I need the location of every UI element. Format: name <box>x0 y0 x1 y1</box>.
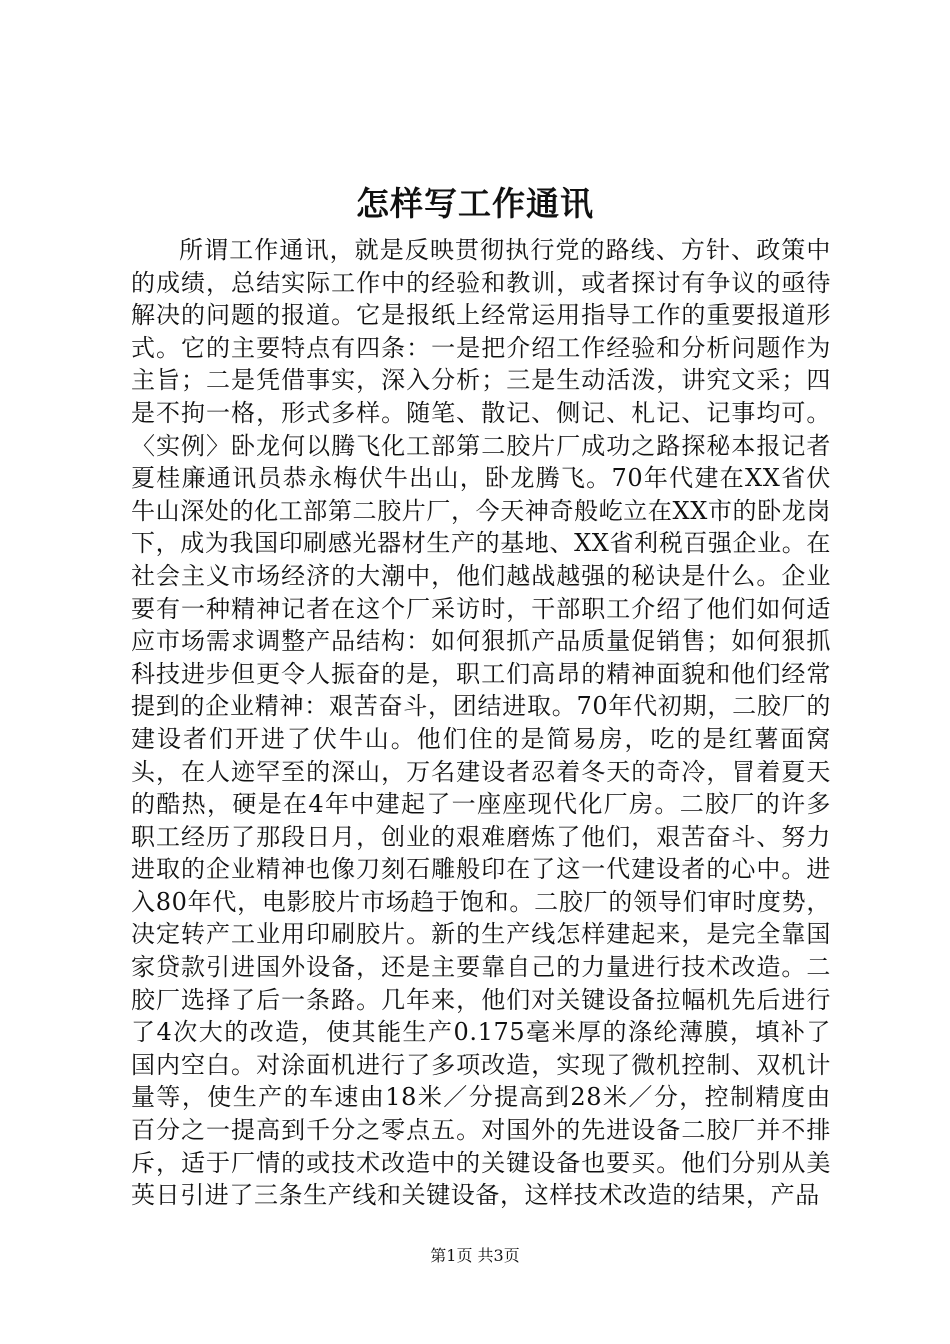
document-title: 怎样写工作通讯 <box>356 184 594 223</box>
page-number-footer: 第1页 共3页 <box>430 1246 520 1265</box>
document-body-paragraph: 所谓工作通讯，就是反映贯彻执行党的路线、方针、政策中的成绩，总结实际工作中的经验和教训，或者探讨有争议的亟待解决的问题的报道。它是报纸上经常运用指导工作的重要报道形式。它的主要特点有四条：一是把介绍工作经验和分析问题作为主旨；二是凭借事实，深入分析；三是生动活泼，讲究文采；四是不拘一格，形式多样。随笔、散记、侧记、札记、记事均可。〈实例〉卧龙何以腾飞化工部第二胶片厂成功之路探秘本报记者夏桂廉通讯员恭永梅伏牛出山，卧龙腾飞。70年代建在XX省伏牛山深处的化工部第二胶片厂，今天神奇般屹立在XX市的卧龙岗下，成为我国印刷感光器材生产的基地、XX省利税百强企业。在社会主义市场经济的大潮中，他们越战越强的秘诀是什么。企业要有一种精神记者在这个厂采访时，干部职工介绍了他们如何适应市场需求调整产品结构：如何狠抓产品质量促销售；如何狠抓科技进步但更令人振奋的是，职工们高昂的精神面貌和他们经常提到的企业精神：艰苦奋斗，团结进取。70年代初期，二胶厂的建设者们开进了伏牛山。他们住的是简易房，吃的是红薯面窝头，在人迹罕至的深山，万名建设者忍着冬天的奇冷，冒着夏天的酷热，硬是在4年中建起了一座座现代化厂房。二胶厂的许多职工经历了那段日月，创业的艰难磨炼了他们，艰苦奋斗、努力进取的企业精神也像刀刻石雕般印在了这一代建设者的心中。进入80年代，电影胶片市场趋于饱和。二胶厂的领导们审时度势，决定转产工业用印刷胶片。新的生产线怎样建起来，是完全靠国家贷款引进国外设备，还是主要靠自己的力量进行技术改造。二胶厂选择了后一条路。几年来，他们对关键设备拉幅机先后进行了4次大的改造，使其能生产0.175毫米厚的涤纶薄膜，填补了国内空白。对涂面机进行了多项改造，实现了微机控制、双机计量等，使生产的车速由18米／分提高到28米／分，控制精度由百分之一提高到千分之零点五。对国外的先进设备二胶厂并不排斥，适于厂情的或技术改造中的关键设备也要买。他们分别从美英日引进了三条生产线和关键设备，这样技术改造的结果，产品 <box>131 236 831 1210</box>
